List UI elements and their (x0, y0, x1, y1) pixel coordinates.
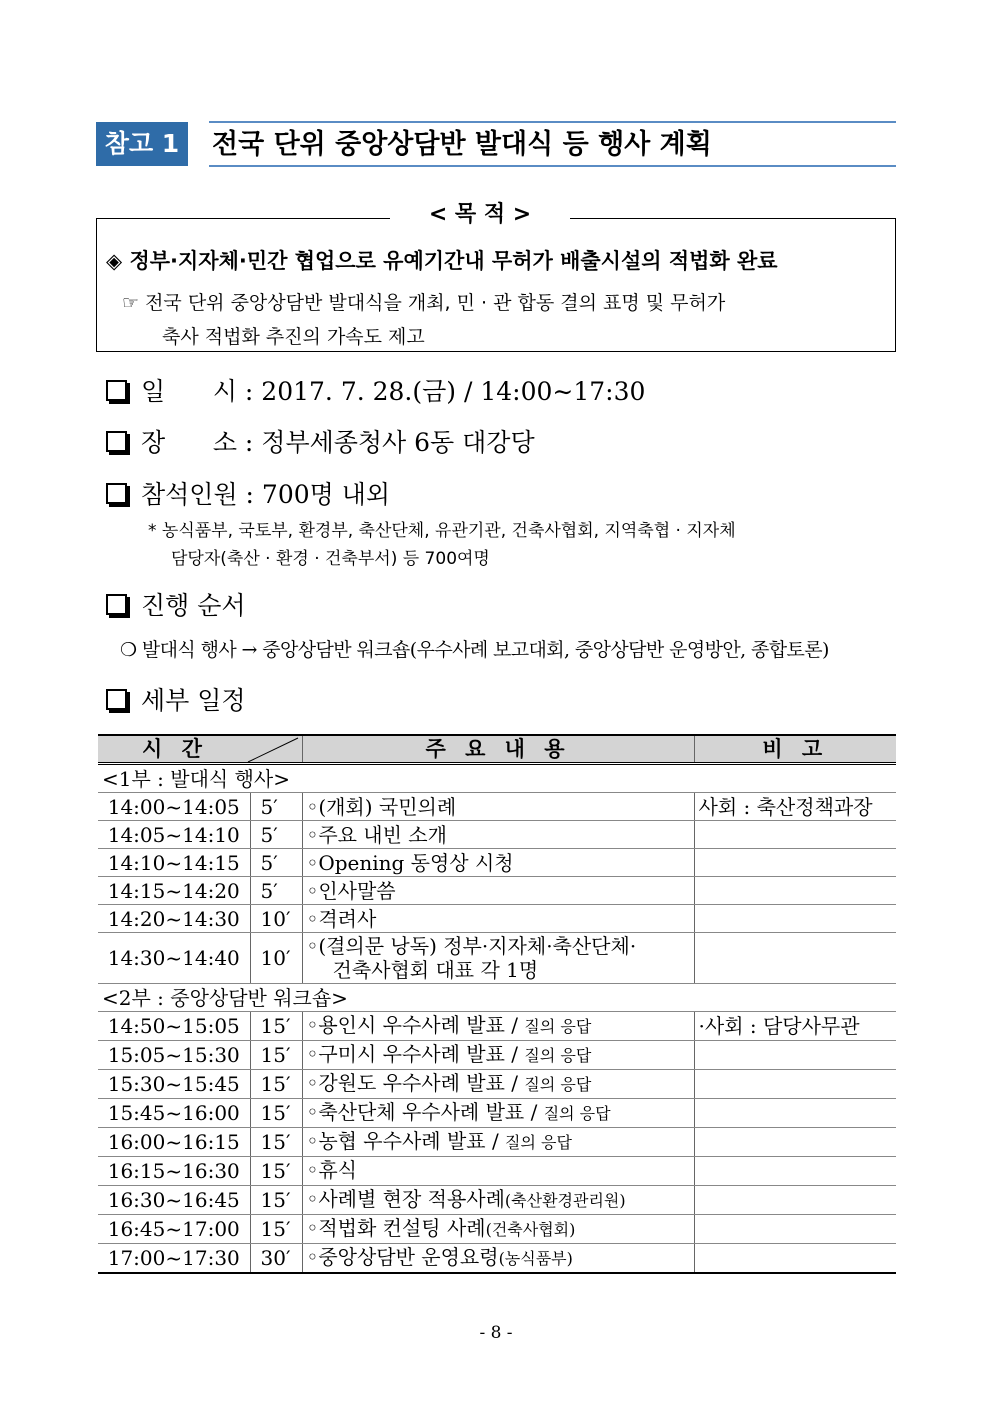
row-duration: 15′ (250, 1012, 302, 1041)
table-header-row (98, 735, 896, 764)
table-row (98, 1099, 896, 1128)
row-duration: 5′ (250, 877, 302, 905)
row-duration: 15′ (250, 1215, 302, 1244)
row-time: 17:00~17:30 (98, 1244, 250, 1274)
section-date-text: 일 시 : 2017. 7. 28.(금) / 14:00∼17:30 (141, 377, 646, 406)
header-time-label: 시 간 (142, 736, 208, 761)
row-content-main: ◦휴식 (306, 1158, 357, 1182)
table-row (98, 1157, 896, 1186)
row-content (302, 933, 694, 984)
table-row (98, 1186, 896, 1215)
row-content (302, 1012, 694, 1041)
part1-row (98, 764, 896, 793)
table-row (98, 821, 896, 849)
row-note (694, 849, 896, 877)
title-bottom-rule (209, 165, 896, 167)
title-badge: 참고 1 (96, 122, 188, 166)
page-number: - 8 - (479, 1323, 513, 1343)
row-content-sub: (농식품부) (498, 1249, 573, 1268)
row-content: ◦격려사 (302, 905, 694, 933)
row-duration: 15′ (250, 1128, 302, 1157)
row-note (694, 1041, 896, 1070)
row-content-sub: 질의 응답 (505, 1133, 572, 1152)
schedule-table (98, 734, 896, 1274)
row-duration: 30′ (250, 1244, 302, 1274)
table-row (98, 1128, 896, 1157)
row-time: 14:30~14:40 (98, 933, 250, 984)
table-row (98, 877, 896, 905)
purpose-headline: ◈ 정부·지자체·민간 협업으로 유예기간내 무허가 배출시설의 적법화 완료 (106, 249, 778, 273)
row-content-main: ◦축산단체 우수사례 발표 / (306, 1100, 544, 1124)
table-row (98, 905, 896, 933)
row-note (694, 1157, 896, 1186)
row-content (302, 1128, 694, 1157)
section-attendees-text: 참석인원 : 700명 내외 (141, 480, 391, 509)
row-duration: 15′ (250, 1070, 302, 1099)
row-content-sub: (축산환경관리원) (504, 1191, 626, 1210)
checkbox-square-icon (106, 431, 127, 452)
row-content-sub: 질의 응답 (524, 1046, 592, 1065)
row-time: 14:50~15:05 (98, 1012, 250, 1041)
row-time: 14:05~14:10 (98, 821, 250, 849)
row-note (694, 933, 896, 984)
order-item: ❍ 발대식 행사 → 중앙상담반 워크숍(우수사례 보고대회, 중앙상담반 운영방안, 종합토론) (120, 639, 829, 661)
table-row (98, 1041, 896, 1070)
table-row (98, 1012, 896, 1041)
attendees-note-line2: 담당자(축산 · 환경 · 건축부서) 등 700여명 (171, 549, 490, 569)
row-content: ◦(개회) 국민의례 (302, 793, 694, 821)
row-content (302, 1099, 694, 1128)
row-content (302, 1041, 694, 1070)
row-note (694, 905, 896, 933)
row-note (694, 1128, 896, 1157)
row-duration: 15′ (250, 1041, 302, 1070)
table-row (98, 933, 896, 984)
row-content (302, 1186, 694, 1215)
section-place (106, 426, 535, 460)
row-time: 16:30~16:45 (98, 1186, 250, 1215)
header-note: 비 고 (694, 735, 896, 764)
row-duration: 10′ (250, 933, 302, 984)
row-content (302, 1070, 694, 1099)
part1-label: <1부 : 발대식 행사> (98, 764, 896, 793)
row-duration: 15′ (250, 1186, 302, 1215)
attendees-note-line1: * 농식품부, 국토부, 환경부, 축산단체, 유관기관, 건축사협회, 지역축협 · 지자체 (148, 521, 736, 541)
title-top-rule (209, 121, 896, 123)
row-note (694, 877, 896, 905)
row-content-main: ◦강원도 우수사례 발표 / (306, 1071, 525, 1095)
row-note (694, 1070, 896, 1099)
row-content-main: ◦농협 우수사례 발표 / (306, 1129, 506, 1153)
row-content-main: ◦사례별 현장 적용사례 (306, 1187, 505, 1211)
row-content-main: ◦용인시 우수사례 발표 / (306, 1013, 525, 1037)
checkbox-square-icon (106, 689, 127, 710)
section-order (106, 589, 246, 623)
row-time: 15:45~16:00 (98, 1099, 250, 1128)
row-content-sub: 질의 응답 (524, 1017, 592, 1036)
row-content-sub: 질의 응답 (543, 1104, 611, 1123)
row-note (694, 1244, 896, 1274)
page-title: 전국 단위 중앙상담반 발대식 등 행사 계획 (212, 129, 712, 160)
checkbox-square-icon (106, 380, 127, 401)
checkbox-square-icon (106, 483, 127, 504)
row-time: 16:45~17:00 (98, 1215, 250, 1244)
row-time: 16:00~16:15 (98, 1128, 250, 1157)
section-order-text: 진행 순서 (141, 591, 246, 620)
row-content-main: ◦적법화 컨설팅 사례 (306, 1216, 486, 1240)
row-content-main: ◦중앙상담반 운영요령 (306, 1245, 499, 1269)
section-detail (106, 684, 246, 718)
row-time: 14:20~14:30 (98, 905, 250, 933)
header-content: 주 요 내 용 (302, 735, 694, 764)
row-content (302, 1215, 694, 1244)
header-time (98, 735, 302, 764)
table-row (98, 849, 896, 877)
section-place-text: 장 소 : 정부세종청사 6동 대강당 (141, 428, 535, 457)
row-duration: 15′ (250, 1099, 302, 1128)
row-note: 사회 : 축산정책과장 (694, 793, 896, 821)
row-note (694, 821, 896, 849)
row-time: 15:05~15:30 (98, 1041, 250, 1070)
row-time: 14:10~14:15 (98, 849, 250, 877)
row-duration: 5′ (250, 821, 302, 849)
row-time: 16:15~16:30 (98, 1157, 250, 1186)
table-row (98, 1215, 896, 1244)
row-duration: 5′ (250, 849, 302, 877)
row-duration: 15′ (250, 1157, 302, 1186)
section-detail-text: 세부 일정 (141, 686, 246, 715)
row-content-main: ◦구미시 우수사례 발표 / (306, 1042, 525, 1066)
row-content-line2: 건축사협회 대표 각 1명 (332, 958, 539, 982)
row-content-line1: ◦(결의문 낭독) 정부·지자체·축산단체· (306, 934, 637, 958)
section-date (106, 375, 645, 409)
row-content-sub: (건축사협회) (485, 1220, 576, 1239)
table-row (98, 1244, 896, 1274)
row-content: ◦Opening 동영상 시청 (302, 849, 694, 877)
row-note: ·사회 : 담당사무관 (694, 1012, 896, 1041)
row-content: ◦인사말씀 (302, 877, 694, 905)
row-content-sub: 질의 응답 (524, 1075, 592, 1094)
purpose-detail-line1: ☞ 전국 단위 중앙상담반 발대식을 개최, 민 · 관 합동 결의 표명 및 무허가 (122, 292, 726, 314)
row-content (302, 1244, 694, 1274)
row-note (694, 1186, 896, 1215)
row-content: ◦주요 내빈 소개 (302, 821, 694, 849)
section-attendees (106, 478, 390, 512)
row-note (694, 1215, 896, 1244)
checkbox-square-icon (106, 594, 127, 615)
table-row (98, 1070, 896, 1099)
row-content (302, 1157, 694, 1186)
row-time: 14:00~14:05 (98, 793, 250, 821)
row-time: 15:30~15:45 (98, 1070, 250, 1099)
purpose-label: < 목 적 > (390, 200, 570, 230)
part2-row (98, 984, 896, 1012)
row-duration: 10′ (250, 905, 302, 933)
row-time: 14:15~14:20 (98, 877, 250, 905)
row-note (694, 1099, 896, 1128)
row-duration: 5′ (250, 793, 302, 821)
purpose-detail-line2: 축사 적법화 추진의 가속도 제고 (162, 326, 425, 348)
part2-label: <2부 : 중앙상담반 워크숍> (98, 984, 896, 1012)
table-row (98, 793, 896, 821)
